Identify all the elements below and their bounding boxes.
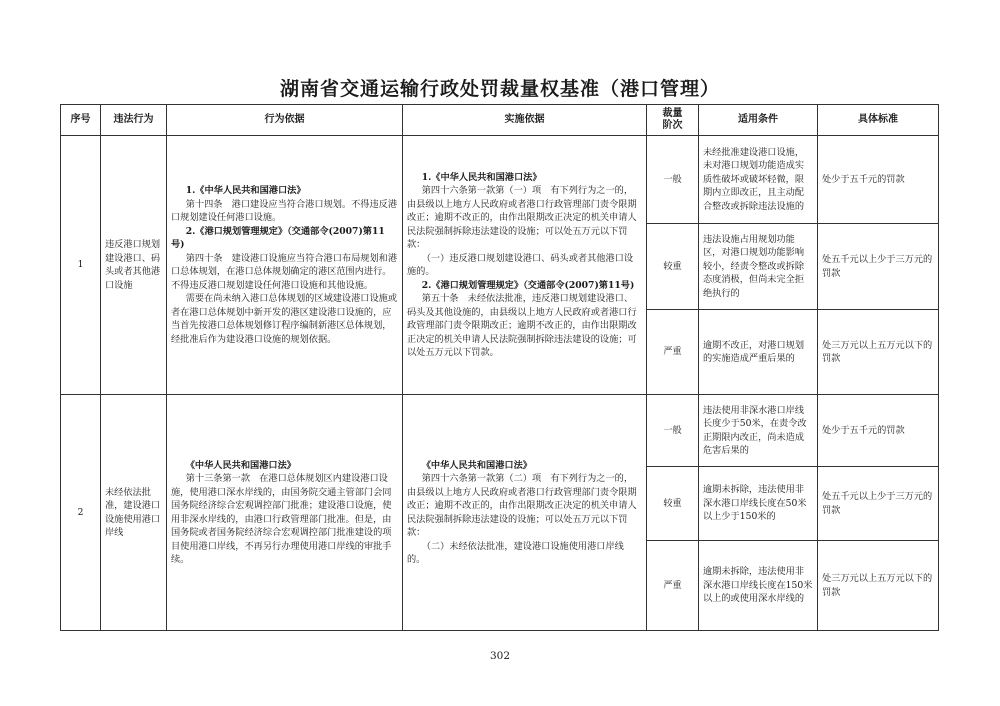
table-row — [61, 136, 939, 224]
law-paragraph: 第四十六条第一款第（一）项 有下列行为之一的，由县级以上地方人民政府或者港口行政管理部门责令限期改正；逾期不改正的，由作出限期改正决定的机关申请人民法院强制拆除违法建设的设施；可以处五万元以下罚款： — [407, 185, 637, 250]
law-title: 《中华人民共和国港口法》 — [421, 459, 532, 471]
law-paragraph: 第五十条 未经依法批准，违反港口规划建设港口、码头及其他设施的，由县级以上地方人民政府或者港口行政管理部门责令限期改正；逾期不改正的，由作出限期改正决定的机关申请人民法院强制拆除违法建设的设施；可以处五万元以下罚款。 — [407, 293, 637, 358]
standard-cell: 处少于五千元的罚款 — [818, 136, 939, 224]
header-row — [61, 105, 939, 136]
condition-cell: 违法设施占用规划功能区，对港口规划功能影响较小，经责令整改或拆除态度消极，但尚未完全拒绝执行的 — [699, 224, 818, 310]
condition-cell: 违法使用非深水港口岸线长度少于50米，在责令改正期限内改正，尚未造成危害后果的 — [699, 395, 818, 467]
law-paragraph: （一）违反港口规划建设港口、码头或者其他港口设施的。 — [407, 252, 634, 277]
header-cell: 具体标准 — [818, 105, 939, 136]
law-title: 1.《中华人民共和国港口法》 — [421, 171, 542, 183]
level-cell: 严重 — [647, 541, 699, 631]
penalty-table — [60, 104, 939, 631]
violation-cell: 违反港口规划建设港口、码头或者其他港口设施 — [101, 136, 167, 395]
header-cell: 序号 — [61, 105, 101, 136]
basis-cell — [167, 395, 403, 631]
law-title: 2.《港口规划管理规定》（交通部令(2007)第11号) — [171, 225, 385, 250]
table-row — [61, 395, 939, 467]
violation-cell: 未经依法批准，建设港口设施使用港口岸线 — [101, 395, 167, 631]
law-paragraph: 第四十条 建设港口设施应当符合港口布局规划和港口总体规划，在港口总体规划确定的港区范围内进行。不得违反港口规划建设任何港口设施和其他设施。 — [171, 252, 398, 291]
header-cell: 适用条件 — [699, 105, 818, 136]
level-cell: 一般 — [647, 136, 699, 224]
level-cell: 较重 — [647, 224, 699, 310]
header-cell: 违法行为 — [101, 105, 167, 136]
condition-cell: 逾期不改正，对港口规划的实施造成严重后果的 — [699, 310, 818, 395]
condition-cell: 逾期未拆除，违法使用非深水港口岸线长度在50米以上少于150米的 — [699, 467, 818, 541]
page-number: 302 — [489, 650, 511, 662]
impl-cell — [403, 395, 647, 631]
standard-cell: 处三万元以上五万元以下的罚款 — [818, 310, 939, 395]
law-title: 《中华人民共和国港口法》 — [185, 459, 296, 471]
standard-cell: 处少于五千元的罚款 — [818, 395, 939, 467]
header-cell: 行为依据 — [167, 105, 403, 136]
basis-cell — [167, 136, 403, 395]
row-number: 1 — [61, 136, 101, 395]
header-cell: 实施依据 — [403, 105, 647, 136]
law-paragraph: 需要在尚未纳入港口总体规划的区域建设港口设施或者在港口总体规划中新开发的港区建设港口设施的，应当首先按港口总体规划修订程序编制新港区总体规划，经批准后作为建设港口设施的规划依据。 — [171, 293, 398, 345]
condition-cell: 未经批准建设港口设施，未对港口规划功能造成实质性破坏或破坏轻微，限期内立即改正，且主动配合整改或拆除违法设施的 — [699, 136, 818, 224]
page-title: 湖南省交通运输行政处罚裁量权基准（港口管理） — [279, 78, 720, 100]
law-paragraph: 第十四条 港口建设应当符合港口规划。不得违反港口规划建设任何港口设施。 — [171, 198, 398, 223]
law-title: 2.《港口规划管理规定》（交通部令(2007)第11号) — [421, 279, 635, 291]
law-paragraph: （二）未经依法批准，建设港口设施使用港口岸线的。 — [407, 540, 624, 565]
standard-cell: 处三万元以上五万元以下的罚款 — [818, 541, 939, 631]
level-cell: 严重 — [647, 310, 699, 395]
standard-cell: 处五千元以上少于三万元的罚款 — [818, 467, 939, 541]
level-cell: 较重 — [647, 467, 699, 541]
header-cell: 裁量阶次 — [647, 105, 699, 136]
law-title: 1.《中华人民共和国港口法》 — [185, 185, 306, 196]
law-paragraph: 第四十六条第一款第（二）项 有下列行为之一的，由县级以上地方人民政府或者港口行政管理部门责令限期改正；逾期不改正的，由作出限期改正决定的机关申请人民法院强制拆除违法建设的设施；可以处五万元以下罚款： — [407, 473, 637, 538]
standard-cell: 处五千元以上少于三万元的罚款 — [818, 224, 939, 310]
row-number: 2 — [61, 395, 101, 631]
condition-cell: 逾期未拆除，违法使用非深水港口岸线长度在150米以上的或使用深水岸线的 — [699, 541, 818, 631]
law-paragraph: 第十三条第一款 在港口总体规划区内建设港口设施，使用港口深水岸线的，由国务院交通主管部门会同国务院经济综合宏观调控部门批准；建设港口设施，使用非深水岸线的，由港口行政管理部门批准。但是，由国务院或者国务院经济综合宏观调控部门批准建设的项目使用港口岸线，不再另行办理使用港口岸线的审批手续。 — [171, 473, 392, 565]
impl-cell — [403, 136, 647, 395]
level-cell: 一般 — [647, 395, 699, 467]
